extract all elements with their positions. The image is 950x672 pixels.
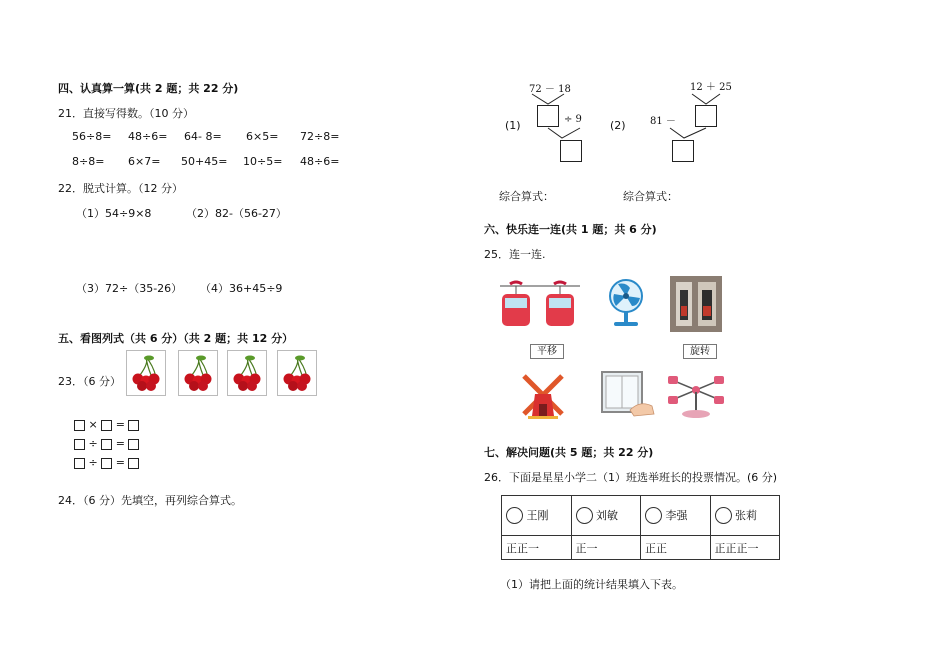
question-26: 26．下面是星星小学二（1）班选举班长的投票情况。(6 分): [484, 471, 778, 484]
calc-diagram-lines: [500, 82, 780, 172]
q21-item: 10÷5=: [243, 155, 283, 168]
answer-box[interactable]: [537, 105, 559, 127]
q22-part: （3）72÷（35-26）: [76, 282, 183, 295]
tally-cell: 正正: [641, 536, 711, 560]
answer-box[interactable]: [128, 458, 139, 469]
q22-part: （2）82-（56-27）: [186, 207, 287, 220]
tag-rotation[interactable]: 旋转: [683, 344, 717, 359]
operator: ×: [88, 418, 98, 431]
q22-part: （4）36+45÷9: [200, 282, 283, 295]
diagram-2-minuend: 81 －: [650, 116, 676, 127]
tally-cell: 正正正一: [710, 536, 780, 560]
answer-box[interactable]: [101, 458, 112, 469]
q22-part: （1）54÷9×8: [76, 207, 152, 220]
answer-box[interactable]: [74, 420, 85, 431]
windmill-image: [518, 370, 568, 420]
question-25: 25．连一连.: [484, 248, 546, 261]
answer-box[interactable]: [695, 105, 717, 127]
candidate-cell: [571, 496, 641, 536]
answer-box[interactable]: [101, 439, 112, 450]
combined-formula-1: 综合算式：: [499, 190, 554, 203]
section4-title: 四、认真算一算(共 2 题；共 22 分): [58, 82, 239, 95]
ferris-wheel-image: [666, 370, 726, 420]
equation-row: [74, 456, 139, 469]
q21-item: 50+45=: [181, 155, 228, 168]
q21-item: 48÷6=: [300, 155, 340, 168]
cherry-image: [277, 350, 317, 396]
q21-item: 6×5=: [246, 130, 279, 143]
q21-item: 48÷6=: [128, 130, 168, 143]
candidate-cell: [710, 496, 780, 536]
question-23: 23．（6 分）: [58, 375, 121, 388]
sliding-window-image: [600, 370, 656, 420]
diagram-1-label: (1): [505, 119, 521, 132]
cherry-image: [227, 350, 267, 396]
q21-item: 56÷8=: [72, 130, 112, 143]
tally-cell: 正正一: [502, 536, 572, 560]
diagram-2-top: 12 ＋ 25: [690, 82, 732, 93]
answer-box[interactable]: [560, 140, 582, 162]
cherry-image: [178, 350, 218, 396]
operator: ÷: [88, 456, 98, 469]
candidate-cell: [502, 496, 572, 536]
question-24: 24．（6 分）先填空，再列综合算式。: [58, 494, 242, 507]
question-26-1: （1）请把上面的统计结果填入下表。: [500, 578, 683, 591]
equation-row: [74, 437, 139, 450]
equals-sign: =: [115, 437, 125, 450]
candidate-name: 王刚: [526, 508, 549, 522]
candidate-cell: [641, 496, 711, 536]
cherry-image: [126, 350, 166, 396]
diagram-1-divisor: ÷ 9: [564, 114, 582, 125]
cable-car-image: [500, 280, 580, 330]
q21-item: 8÷8=: [72, 155, 105, 168]
q21-item: 72÷8=: [300, 130, 340, 143]
equation-row: [74, 418, 139, 431]
candidate-name: 刘敏: [596, 508, 618, 522]
answer-box[interactable]: [101, 420, 112, 431]
answer-box[interactable]: [74, 439, 85, 450]
section6-title: 六、快乐连一连(共 1 题；共 6 分): [484, 223, 657, 236]
answer-box[interactable]: [128, 420, 139, 431]
equals-sign: =: [115, 418, 125, 431]
section7-title: 七、解决问题(共 5 题；共 22 分): [484, 446, 654, 459]
combined-formula-2: 综合算式：: [623, 190, 678, 203]
tally-cell: 正一: [571, 536, 641, 560]
candidate-name: 张莉: [735, 508, 757, 522]
section5-title: 五、看图列式（共 6 分）（共 2 题；共 12 分）: [58, 332, 294, 345]
candidate-name: 李强: [665, 508, 688, 522]
vote-table: [501, 495, 780, 560]
question-22: 22．脱式计算。（12 分）: [58, 182, 183, 195]
answer-box[interactable]: [74, 458, 85, 469]
rotating-object-photo: [670, 276, 722, 332]
tag-translation[interactable]: 平移: [530, 344, 564, 359]
question-21: 21．直接写得数。（10 分）: [58, 107, 194, 120]
equals-sign: =: [115, 456, 125, 469]
fan-image: [606, 278, 646, 328]
diagram-1-top: 72 － 18: [529, 84, 571, 95]
answer-box[interactable]: [672, 140, 694, 162]
operator: ÷: [88, 437, 98, 450]
answer-box[interactable]: [128, 439, 139, 450]
q21-item: 64- 8=: [184, 130, 222, 143]
q21-item: 6×7=: [128, 155, 161, 168]
diagram-2-label: (2): [610, 119, 626, 132]
